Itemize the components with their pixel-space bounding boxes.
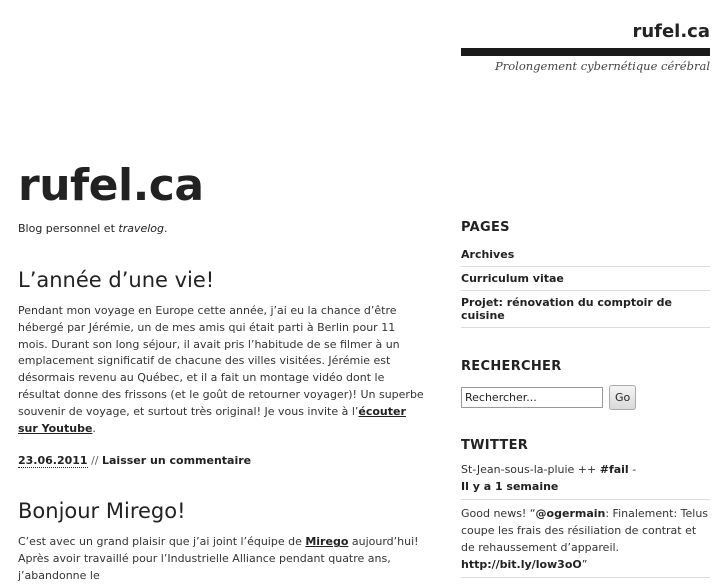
page-link-cv[interactable]: Curriculum vitae — [461, 272, 564, 285]
tweet — [461, 505, 710, 578]
tweet-url-link[interactable]: http://bit.ly/low3oO — [461, 558, 582, 571]
post-body — [18, 534, 428, 584]
tweet-text: Good news! “ — [461, 507, 536, 520]
tweet-text-sep: - — [628, 463, 637, 476]
leave-comment-link[interactable]: Laisser un commentaire — [102, 454, 252, 468]
header-site-name[interactable]: rufel.ca — [632, 21, 710, 42]
post — [18, 498, 428, 584]
site-description-emphasis: travelog — [118, 222, 165, 235]
site-description-text: Blog personnel et — [18, 222, 119, 235]
post-text: C’est avec un grand plaisir que j’ai joint l’équipe de — [18, 535, 306, 549]
post-title[interactable]: Bonjour Mirego! — [18, 499, 186, 524]
hashtag-link[interactable]: #fail — [599, 463, 629, 476]
page-link-projet[interactable]: Projet: rénovation du comptoir de cuisine — [461, 296, 672, 322]
post-text-end: . — [92, 421, 96, 435]
tweet-text-body: : Finalement: Telus coupe les frais des résiliation de contrat et de rehaussement d’appareil. — [461, 507, 709, 554]
post-text-end: aujourd’hui! Après avoir travaillé pour l’Industrielle Alliance pendant quatre ans, j’abandonne le — [18, 535, 419, 582]
site-description — [18, 222, 428, 235]
mention-link[interactable]: @ogermain — [535, 507, 606, 520]
mirego-link[interactable]: Mirego — [305, 535, 349, 549]
post — [18, 267, 428, 467]
site-description-end: . — [164, 222, 168, 235]
pages-list — [461, 248, 710, 328]
page-item-cv — [461, 272, 710, 291]
tweet-list — [461, 461, 710, 578]
search-input[interactable] — [461, 387, 603, 408]
site-title[interactable]: rufel.ca — [18, 160, 204, 211]
post-text: Pendant mon voyage en Europe cette année, j’ai eu la chance d’être hébergé par Jérémie, un de mes amis qui était parti à Berlin pour 11 mois. Durant son long séjour, il avait pris l’habitude de se filmer à un emplacement significatif de chacune des villes visitées. Jérémie est désormais revenu au Québec, et il a fait un montage vidéo dont le résultat donne des frissons (et le goût de retourner voyager)! Un superbe souvenir de voyage, et surtout très original! Je vous invite à l’ — [18, 304, 424, 418]
page-item-archives — [461, 248, 710, 267]
pages-widget-title: PAGES — [461, 220, 510, 235]
meta-separator: // — [87, 454, 102, 468]
post-title[interactable]: L’année d’une vie! — [18, 268, 215, 292]
post-body — [18, 303, 428, 437]
page-link-archives[interactable]: Archives — [461, 248, 515, 261]
sidebar — [461, 220, 710, 583]
site-branding — [461, 0, 710, 73]
page-item-projet — [461, 296, 710, 328]
header-tagline: Prolongement cybernétique cérébral — [494, 59, 710, 73]
header-divider-bar — [461, 48, 710, 56]
post-date-link[interactable]: 23.06.2011 — [18, 454, 88, 468]
twitter-widget-title: TWITTER — [461, 438, 529, 453]
post-meta — [18, 454, 428, 467]
search-widget-title: RECHERCHER — [461, 359, 562, 374]
tweet-text: St-Jean-sous-la-pluie ++ — [461, 463, 600, 476]
main-content — [18, 158, 428, 585]
search-go-button[interactable]: Go — [609, 385, 636, 410]
tweet — [461, 461, 710, 500]
youtube-link[interactable]: écouter sur Youtube — [18, 404, 406, 435]
tweet-text-end: ” — [581, 558, 588, 571]
tweet-time[interactable]: Il y a 1 semaine — [461, 480, 559, 493]
search-form — [461, 385, 710, 410]
